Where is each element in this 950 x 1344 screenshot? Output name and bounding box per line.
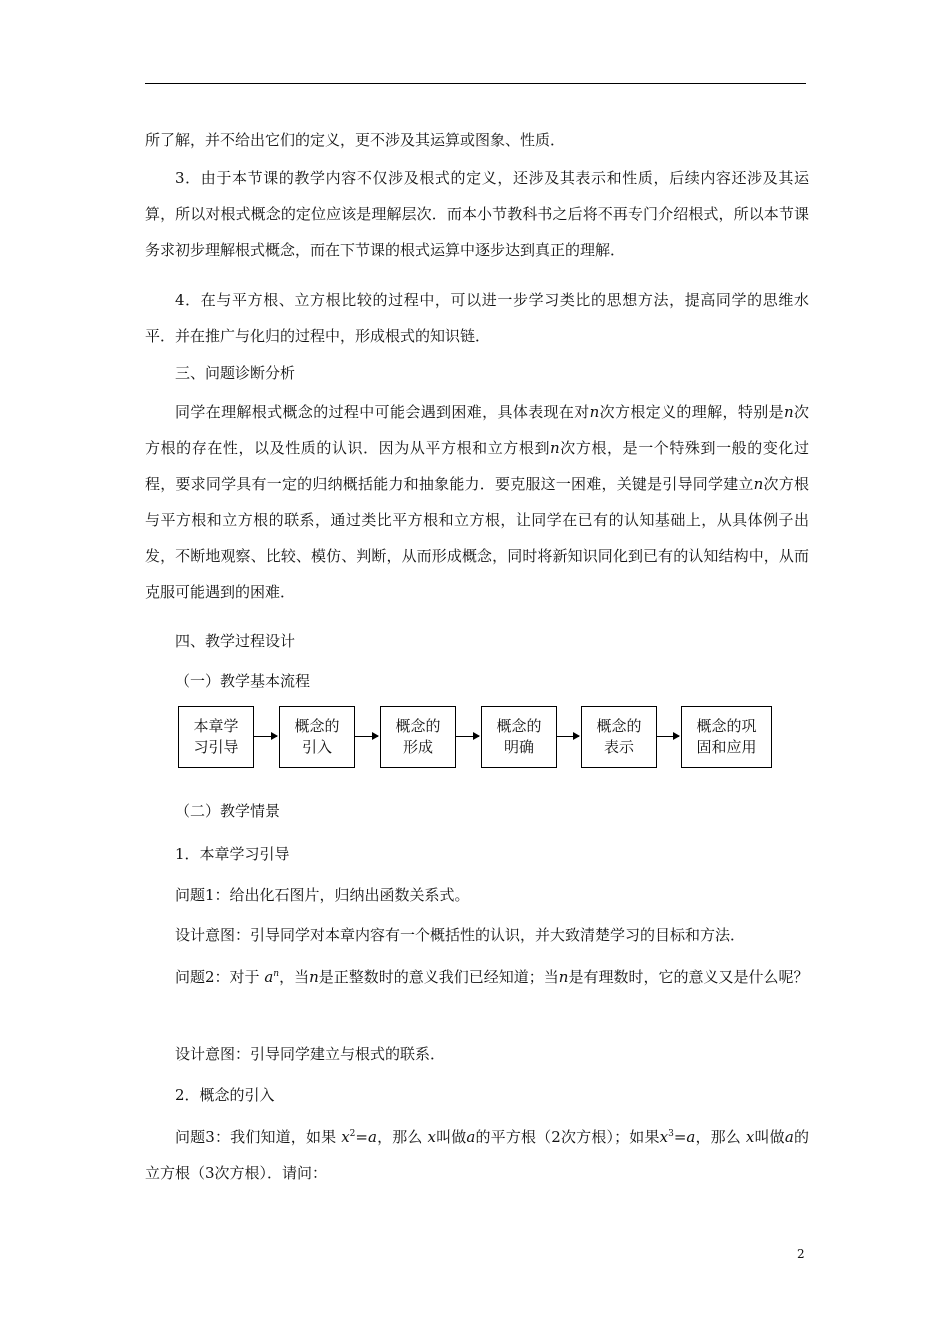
- paragraph-point-3: 3．由于本节课的教学内容不仅涉及根式的定义，还涉及其表示和性质，后续内容还涉及其运算，所以对根式概念的定位应该是理解层次．而本小节教科书之后将不再专门介绍根式，所以本节课务求初步理解根式概念，而在下节课的根式运算中逐步达到真正的理解．: [145, 169, 809, 259]
- paragraph-point-4: 4．在与平方根、立方根比较的过程中，可以进一步学习类比的思想方法，提高同学的思维水平．并在推广与化归的过程中，形成根式的知识链．: [145, 291, 809, 345]
- section-heading-3: 三、问题诊断分析: [175, 364, 296, 382]
- subsection-heading-scenario: （二）教学情景: [175, 802, 281, 820]
- design-intent-1: 设计意图：引导同学对本章内容有一个概括性的认识，并大致清楚学习的目标和方法．: [175, 926, 746, 944]
- flow-step-consolidation: 概念的巩 固和应用: [681, 706, 772, 768]
- flow-step-concept-representation: 概念的 表示: [581, 706, 657, 768]
- paragraph-problem-diagnosis: 同学在理解根式概念的过程中可能会遇到困难，具体表现在对n次方根定义的理解，特别是n次方根的存在性，以及性质的认识．因为从平方根和立方根到n次方根，是一个特殊到一般的变化过程，要求同学具有一定的归纳概括能力和抽象能力．要克服这一困难，关键是引导同学建立n次方根与平方根和立方根的联系，通过类比平方根和立方根，让同学在已有的认知基础上，从具体例子出发，不断地观察、比较、模仿、判断，从而形成概念，同时将新知识同化到已有的认知结构中，从而克服可能遇到的困难．: [145, 403, 809, 601]
- page-number: 2: [797, 1247, 805, 1261]
- flow-arrow: [355, 736, 378, 737]
- step-heading-1: 1．本章学习引导: [175, 845, 290, 863]
- design-intent-2: 设计意图：引导同学建立与根式的联系．: [175, 1045, 446, 1063]
- section-heading-4: 四、教学过程设计: [175, 632, 296, 650]
- flow-arrow: [657, 736, 679, 737]
- header-rule: [145, 83, 806, 84]
- step-heading-2: 2．概念的引入: [175, 1086, 275, 1104]
- question-2: 问题2：对于 $a^n$，当n是正整数时的意义我们已经知道；当n是有理数时，它的意义又是什么呢？: [175, 968, 809, 986]
- flow-step-concept-intro: 概念的 引入: [279, 706, 355, 768]
- question-1: 问题1：给出化石图片，归纳出函数关系式。: [175, 886, 470, 904]
- flow-step-chapter-guide: 本章学 习引导: [178, 706, 254, 768]
- flow-arrow: [557, 736, 579, 737]
- flow-step-concept-clarify: 概念的 明确: [481, 706, 557, 768]
- question-3: 问题3：我们知道，如果 $x^2=a$，那么 x叫做a的平方根（2次方根）；如果$x^3=a$，那么 x叫做a的立方根（3次方根）．请问：: [145, 1128, 809, 1182]
- paragraph-continued: 所了解，并不给出它们的定义，更不涉及其运算或图象、性质．: [145, 131, 566, 149]
- flow-arrow: [254, 736, 277, 737]
- subsection-heading-flow: （一）教学基本流程: [175, 672, 311, 690]
- teaching-flowchart: [0, 706, 950, 770]
- flow-arrow: [456, 736, 479, 737]
- flow-step-concept-formation: 概念的 形成: [380, 706, 456, 768]
